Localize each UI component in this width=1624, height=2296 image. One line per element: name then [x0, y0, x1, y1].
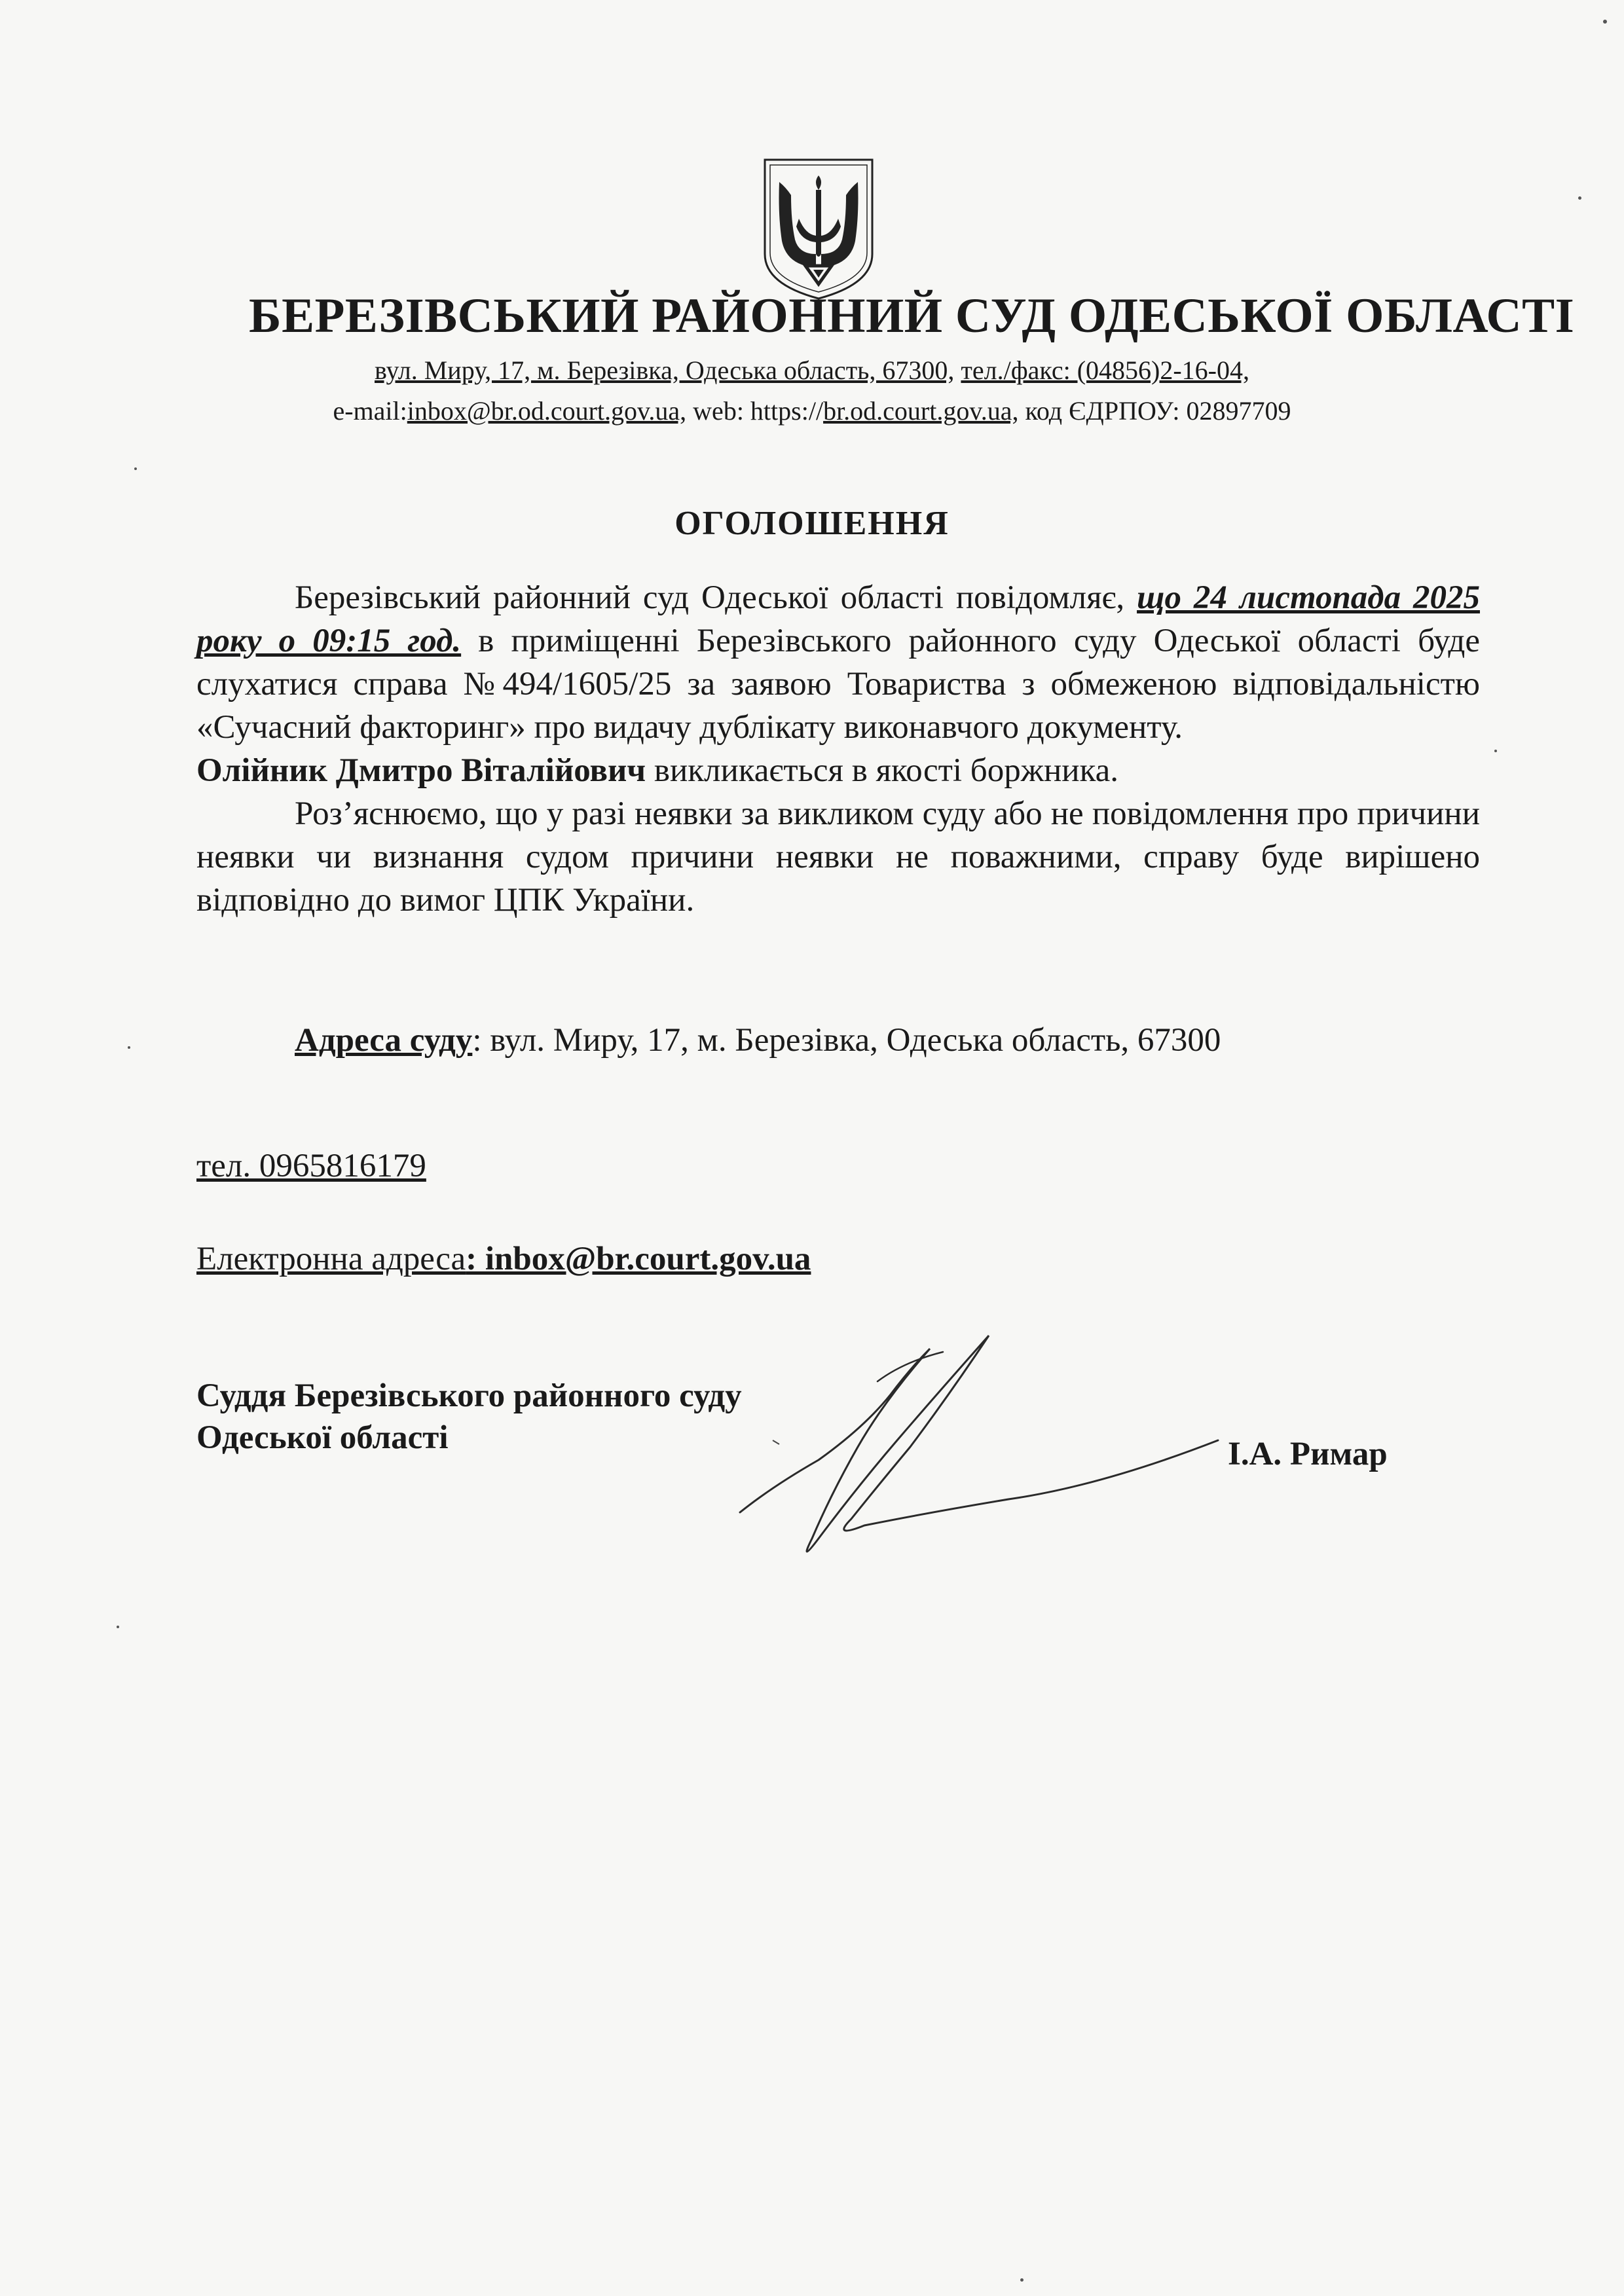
p1-end: в приміщенні Березівського районного суду Одеської області буде слухатися справа №494/1605/25 за заявою Товариства з обмеженою відповідальністю «Сучасний факторинг» про видачу дублікату виконавчого документу. — [196, 623, 1480, 746]
document-title: ОГОЛОШЕННЯ — [674, 505, 950, 542]
court-address-line — [157, 355, 1467, 386]
judge-position — [196, 1375, 742, 1459]
court-email-link[interactable]: inbox@br.od.court.gov.ua, — [407, 396, 687, 426]
paragraph-hearing — [196, 576, 1480, 749]
court-phone-fax: тел./факс: (04856)2-16-04, — [961, 355, 1249, 385]
contact-email-block — [196, 1240, 811, 1278]
court-contacts-line — [157, 395, 1467, 426]
email-label: e-mail: — [333, 396, 407, 426]
scan-speck — [1603, 20, 1607, 24]
court-address-block — [295, 1021, 1221, 1059]
address-value: : вул. Миру, 17, м. Березівка, Одеська область, 67300 — [472, 1022, 1221, 1059]
judge-position-line2: Одеської області — [196, 1419, 449, 1456]
court-address: вул. Миру, 17, м. Березівка, Одеська область, 67300, — [375, 355, 955, 385]
scan-speck — [134, 467, 137, 470]
scan-speck — [128, 1046, 130, 1049]
trident-coat-of-arms-icon — [760, 156, 877, 301]
paragraph-explanation: Роз’яснюємо, що у разі неявки за викликом суду або не повідомлення про причини неявки чи визнання судом причини неявки не поважними, справу буде вирішено відповідно до вимог ЦПК України. — [196, 795, 1480, 919]
contact-phone: тел. 0965816179 — [196, 1148, 426, 1184]
debtor-name: Олійник Дмитро Віталійович — [196, 752, 646, 789]
scan-speck — [117, 1626, 119, 1628]
contact-email-link[interactable]: : inbox@br.court.gov.ua — [466, 1241, 811, 1277]
scan-speck — [1494, 750, 1497, 752]
email-block-label: Електронна адреса — [196, 1241, 466, 1277]
paragraph-debtor — [196, 749, 1480, 792]
edrpou-code: код ЄДРПОУ: 02897709 — [1025, 396, 1291, 426]
hearing-date: що 24 листопада 2025 року о 09:15 год. — [196, 579, 1480, 659]
judge-position-line1: Суддя Березівського районного суду — [196, 1377, 742, 1414]
announcement-body — [196, 576, 1480, 922]
court-website-link[interactable]: br.od.court.gov.ua, — [823, 396, 1019, 426]
judge-name: І.А. Римар — [1228, 1436, 1388, 1472]
scan-speck — [1578, 196, 1581, 200]
web-label: web: https:// — [693, 396, 824, 426]
p1-start: Березівський районний суд Одеської області повідомляє, — [295, 579, 1125, 616]
court-name: БЕРЕЗІВСЬКИЙ РАЙОННИЙ СУД ОДЕСЬКОЇ ОБЛАСТІ — [249, 289, 1575, 343]
scan-speck — [1020, 2278, 1024, 2282]
address-label: Адреса суду — [295, 1022, 473, 1059]
handwritten-signature — [733, 1322, 1231, 1597]
debtor-text: викликається в якості боржника. — [654, 752, 1118, 789]
